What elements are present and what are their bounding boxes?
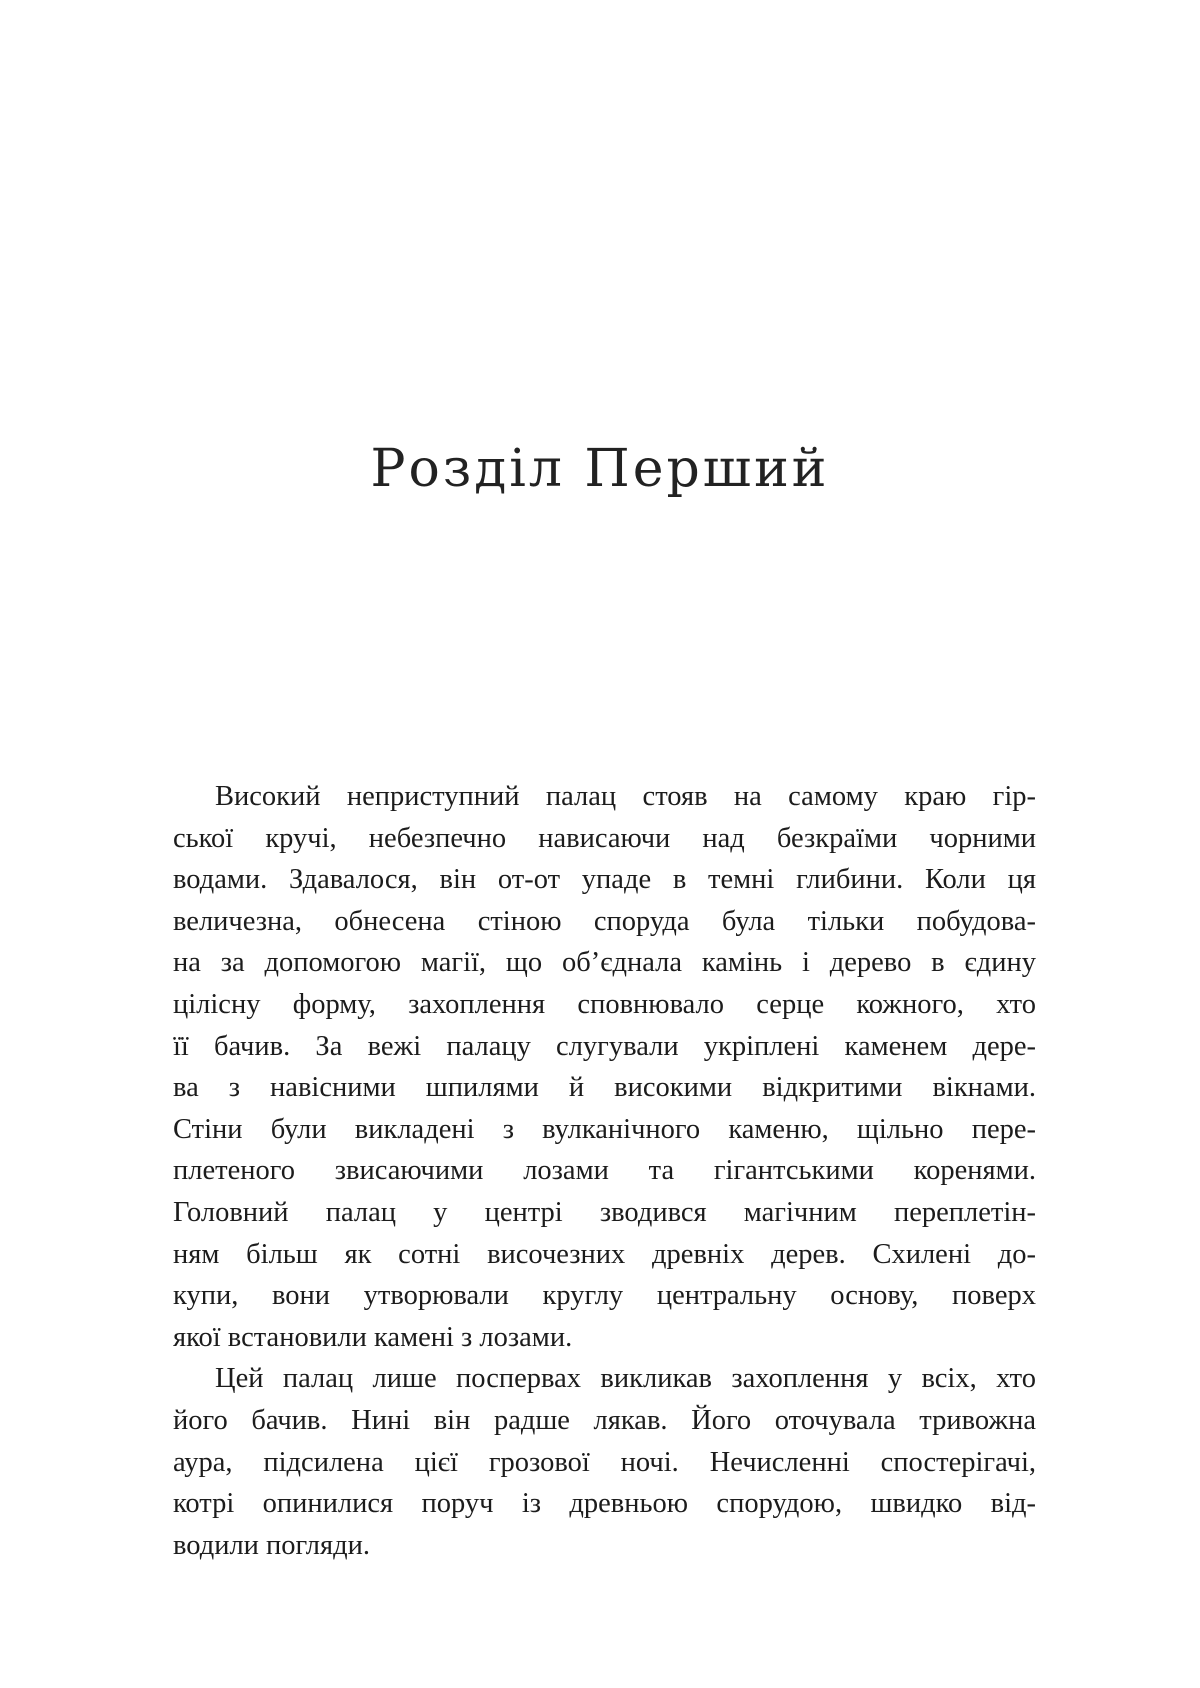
text-line: купи, вони утворювали круглу центральну основу, поверх	[173, 1280, 1036, 1312]
text-line: на за допомогою магії, що об’єднала камінь і дерево в єдину	[173, 947, 1036, 979]
text-line: водами. Здавалося, він от-от упаде в темні глибини. Коли ця	[173, 864, 1036, 896]
text-line: плетеного звисаючими лозами та гігантськими коренями.	[173, 1155, 1036, 1187]
paragraph-2	[173, 1358, 1036, 1566]
text-line: його бачив. Нині він радше лякав. Його оточувала тривожна	[173, 1404, 1036, 1436]
text-line: її бачив. За вежі палацу слугували укріплені каменем дере-	[173, 1030, 1036, 1062]
paragraph-1	[173, 776, 1036, 1358]
text-line: Високий неприступний палац стояв на самому краю гір-	[215, 781, 1036, 812]
text-line: аура, підсилена цієї грозової ночі. Нечисленні спостерігачі,	[173, 1446, 1036, 1478]
text-line: Головний палац у центрі зводився магічним переплетін-	[173, 1196, 1036, 1228]
text-line: водили погляди.	[173, 1529, 370, 1561]
text-line: якої встановили камені з лозами.	[173, 1321, 573, 1353]
chapter-title: Розділ Перший	[370, 439, 830, 499]
text-line: ням більш як сотні височезних древніх дерев. Схилені до-	[173, 1238, 1036, 1270]
text-line: величезна, обнесена стіною споруда була тільки побудова-	[173, 905, 1036, 937]
text-line: цілісну форму, захоплення сповнювало серце кожного, хто	[173, 988, 1036, 1020]
text-line: Стіни були викладені з вулканічного каменю, щільно пере-	[173, 1113, 1036, 1145]
text-line: Цей палац лише поспервах викликав захоплення у всіх, хто	[215, 1363, 1036, 1395]
text-line: ської кручі, небезпечно нависаючи над безкраїми чорними	[173, 822, 1036, 854]
text-line: ва з навісними шпилями й високими відкритими вікнами.	[173, 1072, 1036, 1104]
text-line: котрі опинилися поруч із древньою спорудою, швидко від-	[173, 1488, 1036, 1520]
chapter-body	[173, 776, 1036, 1566]
